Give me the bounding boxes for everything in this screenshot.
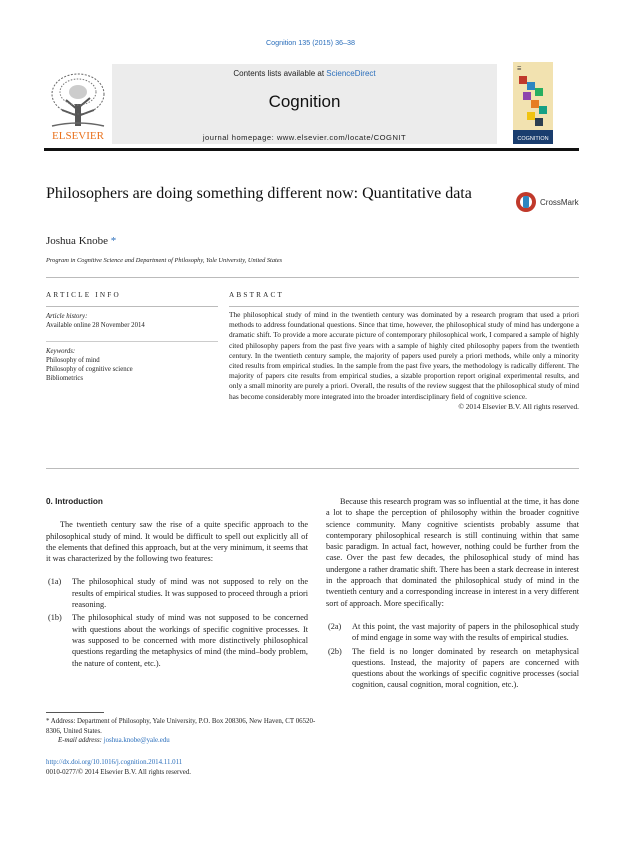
elsevier-logo[interactable] (44, 70, 112, 142)
abstract-text: The philosophical study of mind in the twentieth century was dominated by a research program that used a priori methods to address foundational questions. Since that time, however, the philosophical study of mind has undergone a dramatic shift. To provide a more accurate picture of contemporary philosophical work, I compared a sample of highly cited philosophy papers from the past five years with a sample of highly cited philosophy papers from the twentieth century. In the twentieth century sample, the majority of papers used purely a priori methods, while only a minority cited results from empirical studies. In the sample from the past five years, the methodology is radically different. The majority of papers cite results from empirical studies, a sizable proportion report original experimental results, and only a small minority are purely a priori. Overall, the results of the review suggest that the philosophical study of mind has become considerably more integrated into the broader interdisciplinary field of cognitive science. (229, 310, 579, 401)
keywords-label: Keywords: (46, 348, 76, 355)
sciencedirect-link[interactable]: ScienceDirect (326, 69, 376, 78)
divider (46, 306, 218, 307)
history-value: Available online 28 November 2014 (46, 322, 145, 329)
cover-image-icon (513, 62, 553, 144)
abstract-body (229, 310, 579, 412)
keyword-item: Philosophy of cognitive science (46, 366, 133, 373)
list-item (46, 612, 308, 668)
contents-line (112, 69, 497, 78)
keyword-item: Bibliometrics (46, 375, 84, 382)
article-title: Philosophers are doing something different now: Quantitative data (46, 185, 472, 202)
elsevier-wordmark: ELSEVIER (52, 130, 104, 142)
column-left (46, 496, 308, 669)
abstract-copyright: © 2014 Elsevier B.V. All rights reserved. (458, 401, 579, 411)
column-right (326, 496, 579, 691)
item-label: (2a) (328, 621, 342, 631)
divider (229, 306, 579, 307)
abstract-heading: ABSTRACT (229, 291, 285, 299)
footnote-mark: * (46, 718, 50, 725)
footnote-email (46, 736, 326, 746)
homepage-line (112, 133, 497, 142)
email-label: E-mail address: (58, 737, 104, 745)
crossmark-badge[interactable] (514, 188, 584, 216)
item-text: The philosophical study of mind was not supposed to rely on the results of empirical studies. It was supposed to proceed through a priori reasoning. (72, 577, 308, 610)
journal-header (112, 64, 497, 144)
journal-cover[interactable] (513, 62, 553, 144)
cover-label: COGNITION (517, 136, 549, 142)
crossmark-icon (514, 188, 584, 216)
item-label: (1a) (48, 577, 62, 587)
footnote-rule (46, 712, 104, 713)
divider (46, 341, 218, 342)
issn-line: 0010-0277/© 2014 Elsevier B.V. All rights reserved. (46, 769, 192, 776)
item-text: The field is no longer dominated by research on metaphysical questions. Instead, the majority of papers are concerned with questions about the workings of specific cognitive processes (social cognition, causal cognition, moral cognition, etc.). (352, 646, 579, 690)
footnote-address (46, 717, 326, 736)
homepage-prefix: journal homepage: (202, 133, 277, 142)
section-heading: 0. Introduction (46, 497, 103, 506)
header-rule (44, 148, 579, 151)
address-text: Address: Department of Philosophy, Yale University, P.O. Box 208306, New Haven, CT 06520-8306, United States. (46, 718, 316, 735)
keywords (46, 347, 133, 383)
doi-link[interactable]: http://dx.doi.org/10.1016/j.cognition.2014.11.011 (46, 759, 183, 766)
list-item (326, 646, 579, 691)
author-line (46, 235, 116, 247)
article-info-heading: ARTICLE INFO (46, 291, 121, 299)
item-text: The philosophical study of mind was not supposed to be concerned with questions about the workings of specific cognitive processes. It was supposed to be concerned with more distinctively philosophical questions regarding the metaphysics of mind (the mind–body problem, the nature of content, etc.). (72, 613, 308, 668)
journal-name: Cognition (268, 92, 341, 111)
svg-text:☰: ☰ (517, 66, 522, 72)
item-label: (1b) (48, 613, 62, 623)
author-name[interactable]: Joshua Knobe (46, 235, 109, 247)
item-label: (2b) (328, 646, 342, 656)
contents-prefix: Contents lists available at (233, 69, 327, 78)
crossmark-label: CrossMark (540, 198, 579, 207)
divider (46, 277, 579, 278)
paragraph: The twentieth century saw the rise of a quite specific approach to the philosophical study of mind. It would be difficult to spell out explicitly all of the elements that defined this approach, but at the very minimum, it seems that it was characterized by the following two features: (46, 520, 308, 564)
paragraph: Because this research program was so influential at the time, it has done a lot to shape the perception of philosophy within the broader cognitive science community. Many cognitive scientists probably assume that contemporary philosophical research is still continuing within that same basic paradigm. In actual fact, however, nothing could be further from the case. Over the past few decades, the philosophical study of mind has undergone a rather dramatic shift. There has been a stark decrease in interest in the approach that dominated the philosophical study of mind in the twentieth century and a corresponding increase in interest in a very different sort of approach. More specifically: (326, 497, 579, 608)
item-text: At this point, the vast majority of papers in the philosophical study of mind engage in some way with the results of empirical studies. (352, 621, 579, 643)
homepage-link[interactable]: www.elsevier.com/locate/COGNIT (276, 133, 407, 142)
history-label: Article history: (46, 313, 88, 320)
author-footnote-mark[interactable]: * (110, 235, 117, 247)
list-item (46, 576, 308, 610)
article-history (46, 312, 145, 330)
journal-reference[interactable]: Cognition 135 (2015) 36–38 (265, 38, 356, 47)
affiliation: Program in Cognitive Science and Department of Philosophy, Yale University, United States (46, 257, 283, 264)
doi-block (46, 758, 191, 778)
list-item (326, 621, 579, 644)
footnote (46, 717, 326, 746)
keyword-item: Philosophy of mind (46, 357, 100, 364)
divider (46, 468, 579, 469)
elsevier-tree-icon (44, 70, 112, 142)
email-link[interactable]: joshua.knobe@yale.edu (103, 737, 170, 745)
